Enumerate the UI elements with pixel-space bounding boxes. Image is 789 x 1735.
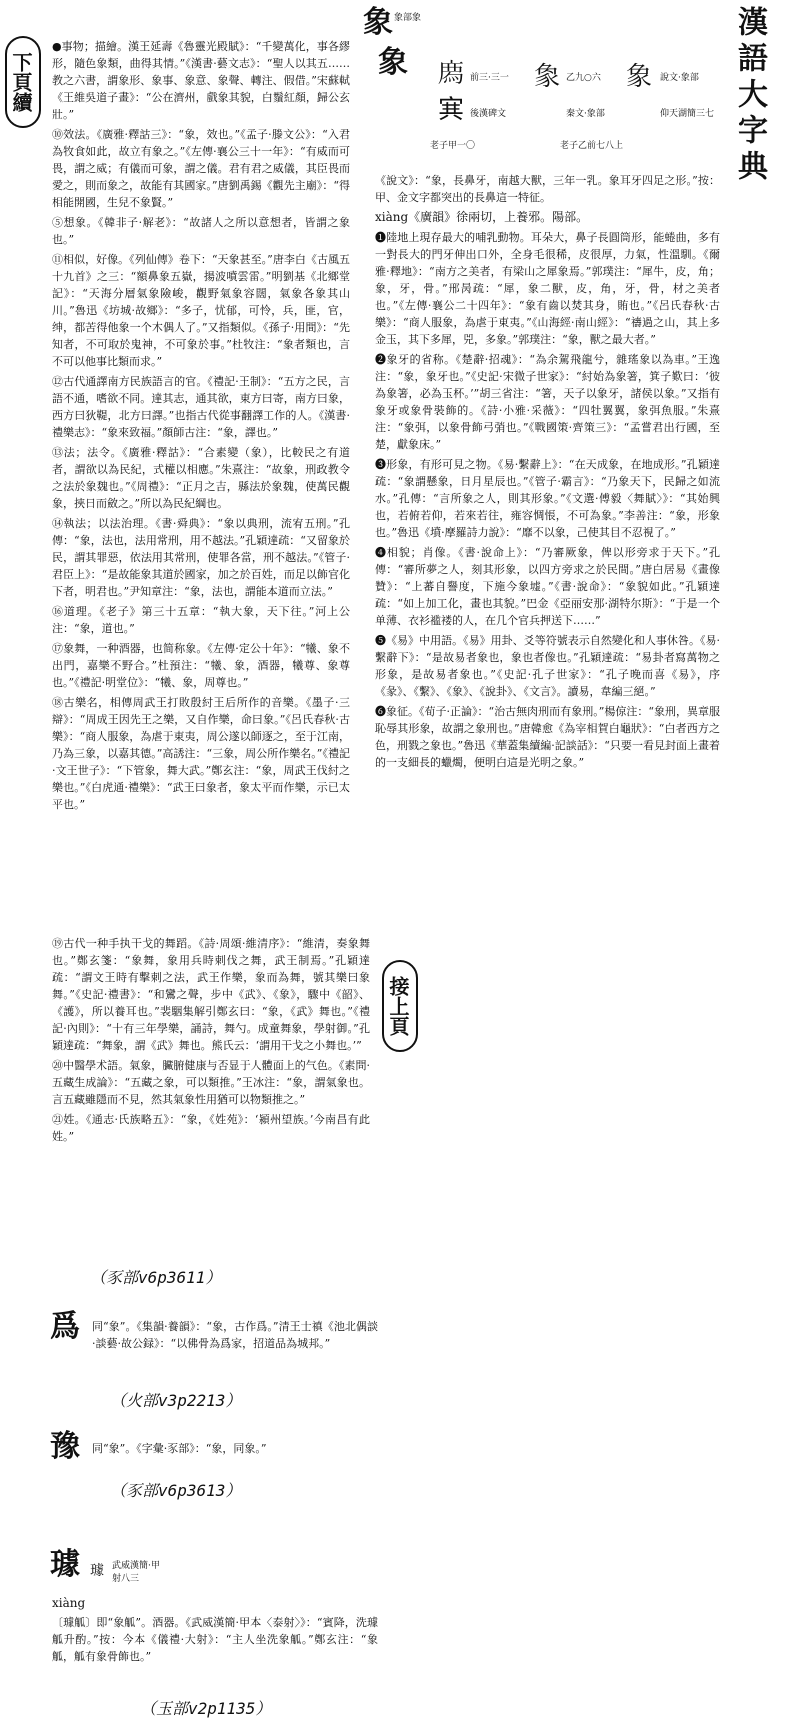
ancient-form: 𧰼: [534, 62, 561, 92]
handwritten-note: （豕部v6p3611）: [90, 1268, 222, 1287]
handwritten-note: （豕部v6p3613）: [110, 1481, 242, 1500]
entry-text: 〔璩觚〕即“象觚”。酒器。《武威漢簡·甲本〈泰射〉》：“賓降，洗璩觚升酌。”按：今本《儀禮·大射》：“主人坐洗象觚。”鄭玄注：“象觚，觚有象骨飾也。”: [52, 1616, 378, 1663]
pronunciation-line: xiàng: [52, 1596, 86, 1610]
definition-paragraph: ⑳中醫學术語。氣象，臟腑健康与否显于人體面上的气色。《素問·五藏生成論》：“五藏之象，可以類推。”王冰注：“象，謂氣象也。言五藏雖隱而不見，然其氣象性用猶可以物類推之。”: [52, 1059, 370, 1106]
definition-paragraph: ⑬法；法令。《廣雅·釋詁》：“合素變（象），比較民之有道者，謂欲以為民紀，式權以相應。”朱熹注：“故象，刑政教令之法於象魏也。”《周禮》：“正月之吉，縣法於象魏，使萬民觀象，挾日而斂之。”所以為民紀綱也。: [52, 446, 350, 510]
head-character-note: 象部象: [394, 13, 422, 23]
definition-paragraph: ❺《易》中用語。《易》用卦、爻等符號表示自然變化和人事休咎。《易·繫辭下》：“是故易者象也，象也者像也。”孔穎達疏：“易卦者寫萬物之形象，是故易者象也。”《史記·孔子世家》：“孔子晚而喜《易》，序《彖》、《繫》、《象》、《說卦》、《文言》。讀易，韋編三絕。”: [375, 634, 720, 698]
definition-paragraph: ❻象征。《荀子·正論》：“治古無肉刑而有象刑。”楊倞注：“象刑，異章服恥辱其形象，故謂之象刑也。”唐韓愈《為宰相賀白龜狀》：“白者西方之色，刑戮之象也。”魯迅《華蓋集續編·記談話》：“只要一看見封面上畫着的一支細長的蠟燭，便明白這是光明之象。”: [375, 705, 720, 769]
right-column: [375, 172, 720, 920]
entry-text: 同“象”。《字彙·豕部》：“象，同象。”: [92, 1442, 267, 1455]
form-note: 老子甲一〇: [430, 141, 476, 151]
definition-paragraph: ⑤想象。《韓非子·解老》：“故諸人之所以意想者，皆謂之象也。”: [52, 216, 350, 246]
entry-character: 璩: [50, 1547, 80, 1582]
entry-character: 豫: [50, 1429, 80, 1464]
left-column: [52, 38, 350, 850]
entry-note: 射八三: [112, 1574, 140, 1584]
bottom-continuation: [52, 935, 370, 1255]
definition-paragraph: ⑰象舞，一种酒器，也简称象。《左傳·定公十年》：“犧、象不出門，嘉樂不野合。”杜預注：“犧、象，酒器，犧尊、象尊也。”《禮記·明堂位》：“犧、象，周尊也。”: [52, 642, 350, 689]
continued-from-previous-stamp: 接上頁: [382, 960, 418, 1052]
definition-paragraph: ⑯道理。《老子》第三十五章：“執大象，天下往。”河上公注：“象，道也。”: [52, 605, 350, 635]
ancient-form: 𡨄: [438, 95, 465, 125]
definition-paragraph: ●事物；描繪。漢王延壽《魯靈光殿賦》：“千變萬化，事各繆形，隨色象類，曲得其情。”《漢書·藝文志》：“聖人以其五……教之六書，謂象形、象事、象意、象聲、轉注、假借。”宋蘇軾《王維吳道子畫》：“公在濟州，戲象其貌，白鬚紅顏，歸公玄壯。”: [52, 40, 350, 121]
handwritten-note: （玉部v2p1135）: [140, 1699, 272, 1718]
dictionary-title: 漢語大字典: [732, 6, 767, 186]
definition-paragraph: ❷象牙的省称。《楚辭·招魂》：“為余駕飛龍兮，雜瑤象以為車。”王逸注：“象，象牙也。”《史記·宋微子世家》：“紂始為象箸，箕子歎曰：‘彼為象箸，必為玉杯。’”胡三省注：“箸，天子以象牙，諸侯以象。”又指有象牙或象骨裝飾的。《詩·小雅·采薇》：“四牡翼翼，象弭魚服。”朱熹注：“象弭，以象骨飾弓弰也。”《戰國策·齊策三》：“孟嘗君出行國，至楚，獻象床。”: [375, 353, 720, 451]
entry-note: 武威漢簡·甲: [112, 1561, 160, 1571]
form-note: 前三·三一: [470, 73, 509, 83]
entry-character: 爲: [50, 1309, 80, 1344]
ancient-form: 𢊁: [438, 59, 465, 89]
definition-paragraph: ⑪相似，好像。《列仙傳》卷下：“天象甚至。”唐李白《古風五十九首》之三：“額鼻象五嶽，揚波噴雲雷。”明劉基《北鄉堂記》：“天海分層氣象險峻，觀野氣象容闊，氣象各象其山川。”魯迅《坊城·故鄉》：“多子，忧郁，可怜，兵，匪，官，绅，都苦得他象一个木偶人了。”又指類似。《孫子·用間》：“先知者，不可取於鬼神，不可象於事。”杜牧注：“象者類也，言不可以他事比類而求。”: [52, 253, 350, 368]
head-character-2: 象: [378, 45, 408, 80]
form-note: 秦文·象部: [566, 109, 605, 119]
form-note: 仰天湖簡三七: [660, 109, 715, 119]
form-note: 乙九○六: [566, 73, 601, 83]
definition-paragraph: 《說文》：“象，長鼻牙，南越大獸，三年一乳。象耳牙四足之形。”按：甲、金文字都突出的長鼻這一特征。: [375, 174, 720, 204]
entry-text: 同“象”。《集韻·養韻》：“象，古作爲。”清王士禛《池北偶談·談藝·故公録》：“以佛骨為爲家，招道品為城邦。”: [92, 1320, 378, 1350]
form-note: 後漢碑文: [470, 109, 507, 119]
definition-paragraph: ❶陸地上現存最大的哺乳動物。耳朵大，鼻子長圓筒形，能蜷曲，多有一對長大的門牙伸出口外，全身毛很稀，皮很厚，力氣，性溫馴。《爾雅·釋地》：“南方之美者，有梁山之犀象焉。”郭璞注：“犀牛，皮，角；象，牙，骨。”邢昺疏：“犀，象二獸，皮，角，牙，骨，材之美者也。”《左傳·襄公二十四年》：“象有齒以焚其身，賄也。”《呂氏春秋·古樂》：“商人服象，為虐于東夷。”《山海經·南山經》：“禱過之山，其上多金玉，其下多犀，兕，多象。”郭璞注：“象，獸之最大者。”: [375, 231, 720, 346]
form-note: 說文·象部: [660, 73, 699, 83]
definition-paragraph: ❹相貌；肖像。《書·說命上》：“乃審厥象，俾以形旁求于天下。”孔傳：“審所夢之人，刻其形象，以四方旁求之於民間。”唐白居易《畫像贊》：“上蕃自譽度，下施今象墟。”《書·說命》：“象貌如此。”孔穎達疏：“如上加工化，畫也其貌。”巴金《亞丽安那·湖特尔斯》：“于是一个单薄、衣衫褴褛的人，在几个官兵押送下……”: [375, 546, 720, 627]
continued-next-page-stamp: 下頁續: [5, 36, 41, 128]
head-character: 象: [363, 5, 393, 40]
definition-paragraph: ⑱古樂名，相傳周武王打敗殷紂王后所作的音樂。《墨子·三辯》：“周成王因先王之樂，又自作樂，命曰象。”《呂氏春秋·古樂》：“商人服象，為虐于東夷，周公遂以師逐之，至于江南，乃為三象，以嘉其德。”高誘注：“三象，周公所作樂名。”《禮記·文王世子》：“下管象，舞大武。”鄭玄注：“象，周武王伐紂之樂也。”《白虎通·禮樂》：“武王曰象者，象太平而作樂，示已太平也。”: [52, 696, 350, 811]
definition-paragraph: ❸形象，有形可見之物。《易·繫辭上》：“在天成象，在地成形。”孔穎達疏：“象謂懸象，日月星辰也。”《管子·霸言》：“乃象天下，民歸之如流水。”孔傳：“言所象之人，則其形象。”《文選·傅毅〈舞賦〉》：“其始興也，若俯若仰，若來若往，雍容惆悵，不可為象。”李善注：“象，形象也。”魯迅《墳·摩羅詩力說》：“靡不以象，己使其目不忍視了。”: [375, 458, 720, 539]
definition-paragraph: ㉑姓。《通志·氏族略五》：“象，《姓苑》：‘潁州望族。’今南昌有此姓。”: [52, 1113, 370, 1143]
ancient-forms: [430, 52, 720, 157]
handwritten-note: （火部v3p2213）: [110, 1391, 242, 1410]
definition-paragraph: ⑩效法。《廣雅·釋詁三》：“象，效也。”《孟子·滕文公》：“入君為牧食如此，故立有象之。”《左傳·襄公三十一年》：“有威而可畏，謂之威；有儀而可象，謂之儀。君有君之威儀，其臣畏而愛之，則而象之，故能有其國家。”唐劉禹錫《觀先主廟》：“得相能開國，生兒不象賢。”: [52, 128, 350, 209]
form-note: 老子乙前七八上: [560, 141, 624, 151]
pronunciation-line: xiàng《廣韻》徐兩切，上養邪。陽部。: [375, 210, 589, 224]
definition-paragraph: ⑫古代通譯南方民族語言的官。《禮記·王制》：“五方之民，言語不通，嗜欲不同。達其志，通其欲，東方曰寄，南方曰象，西方曰狄鞮，北方曰譯。”也指古代從事翻譯工作的人。《漢書·禮樂志》：“象來致福。”顏師古注：“象，譯也。”: [52, 375, 350, 439]
definition-paragraph: ⑭執法；以法治理。《書·舜典》：“象以典刑，流宥五刑。”孔傳：“象，法也，法用常刑，用不越法。”孔穎達疏：“又留象於民，謂其罪惡，依法用其常刑，使罪各當，刑不越法。”《管子·君臣上》：“是故能象其道於國家，加之於百姓，而足以飾官化下者，明君也。”尹知章注：“象，法也，謂能本道而立法。”: [52, 517, 350, 598]
definition-paragraph: ⑲古代一种手执干戈的舞蹈。《詩·周頌·維清序》：“維清，奏象舞也。”鄭玄箋：“象舞，象用兵時刺伐之舞，武王制焉。”孔穎達疏：“謂文王時有擊刺之法，武王作樂，象而為舞，號其樂曰象舞。”《史記·禮書》：“和鸞之聲，步中《武》、《象》，驟中《韶》、《護》，所以養耳也。”裴駰集解引鄭玄曰：“象，《武》舞也。”《禮記·內則》：“十有三年學樂，誦詩，舞勺。成童舞象，學射御。”孔穎達疏：“舞象，謂《武》舞也。熊氏云：‘謂用干戈之小舞也。’”: [52, 937, 370, 1052]
entry-char-label: 璩: [90, 1563, 104, 1579]
ancient-form: 象: [626, 62, 653, 92]
